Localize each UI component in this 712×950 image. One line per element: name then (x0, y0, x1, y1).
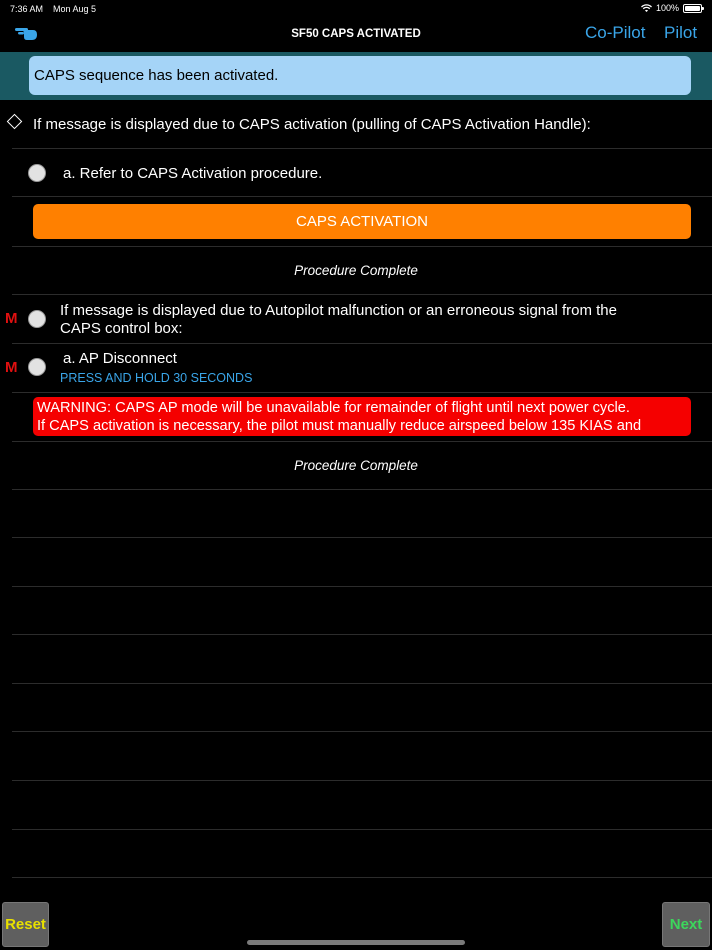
procedure-complete-1: Procedure Complete (294, 263, 418, 278)
divider (12, 683, 712, 684)
memory-item-mark: M (5, 310, 18, 327)
warning-box (33, 397, 691, 436)
divider (12, 634, 712, 635)
divider (12, 148, 712, 149)
caps-activation-button[interactable]: CAPS ACTIVATION (33, 204, 691, 239)
battery-percent: 100% (655, 3, 679, 13)
procedure-complete-2: Procedure Complete (294, 458, 418, 473)
message-box: CAPS sequence has been activated. (29, 56, 691, 95)
nav-bar (0, 18, 712, 52)
status-indicators (641, 3, 702, 13)
divider (12, 294, 712, 295)
divider (12, 829, 712, 830)
copilot-button[interactable]: Co-Pilot (585, 23, 646, 42)
divider (12, 392, 712, 393)
wifi-icon (641, 4, 652, 13)
divider (12, 489, 712, 490)
section1-header: If message is displayed due to CAPS activation (pulling of CAPS Activation Handle): (33, 116, 591, 133)
ap-disconnect-note: PRESS AND HOLD 30 SECONDS (60, 371, 253, 385)
battery-fill (685, 6, 700, 11)
status-bar (0, 0, 712, 18)
divider (12, 780, 712, 781)
section2-header-line2: CAPS control box: (60, 320, 183, 337)
status-time: 7:36 AM (10, 4, 44, 14)
divider (12, 343, 712, 344)
warning-line2: If CAPS activation is necessary, the pilot must manually reduce airspeed below 135 KIAS and (37, 418, 642, 434)
pilot-button[interactable]: Pilot (664, 23, 698, 42)
divider (12, 877, 712, 878)
divider (12, 586, 712, 587)
status-date: Mon Aug 5 (53, 4, 97, 14)
ap-disconnect-radio[interactable] (28, 358, 46, 376)
step-a-radio[interactable] (28, 164, 46, 182)
step-a-label: a. Refer to CAPS Activation procedure. (63, 165, 323, 182)
divider (12, 196, 712, 197)
section2-radio[interactable] (28, 310, 46, 328)
ap-disconnect-label: a. AP Disconnect (63, 350, 177, 367)
reset-button[interactable]: Reset (2, 902, 49, 947)
memory-item-mark: M (5, 359, 18, 376)
diamond-icon (7, 114, 23, 130)
section2-header-line1: If message is displayed due to Autopilot malfunction or an erroneous signal from the (60, 302, 617, 319)
warning-line1: WARNING: CAPS AP mode will be unavailable for remainder of flight until next power cycle. (37, 400, 630, 416)
battery-icon (683, 4, 702, 13)
divider (12, 246, 712, 247)
section2-header (60, 302, 700, 338)
divider (12, 441, 712, 442)
home-indicator[interactable] (247, 940, 465, 945)
next-button[interactable]: Next (662, 902, 710, 947)
divider (12, 731, 712, 732)
page-title: SF50 CAPS ACTIVATED (291, 28, 421, 40)
divider (12, 537, 712, 538)
